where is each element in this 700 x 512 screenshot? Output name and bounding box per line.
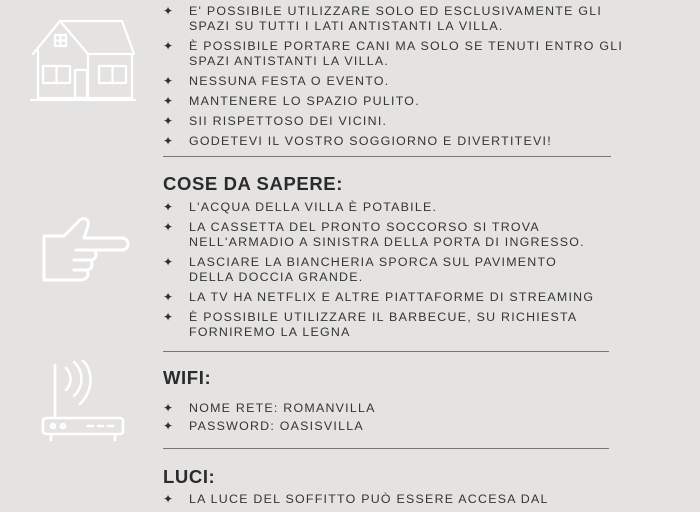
- list-item: ✦ È POSSIBILE UTILIZZARE IL BARBECUE, SU RICHIESTA FORNIREMO LA LEGNA: [163, 310, 577, 339]
- wifi-password: ✦ PASSWORD: OASISVILLA: [163, 419, 364, 433]
- list-item: ✦ LA CASSETTA DEL PRONTO SOCCORSO SI TROVA NELL'ARMADIO A SINISTRA DELLA PORTA DI INGRESSO.: [163, 220, 585, 249]
- section-title-wifi: WIFI:: [163, 367, 212, 388]
- bullet-icon: ✦: [163, 220, 175, 234]
- section-title-cose-da-sapere: COSE DA SAPERE:: [163, 173, 343, 194]
- bullet-icon: ✦: [163, 492, 175, 506]
- bullet-icon: ✦: [163, 74, 175, 88]
- list-item: ✦ LA TV HA NETFLIX E ALTRE PIATTAFORME DI STREAMING: [163, 290, 595, 304]
- cose-da-sapere-list: [163, 200, 603, 345]
- bullet-icon: ✦: [163, 39, 175, 53]
- list-item: ✦ MANTENERE LO SPAZIO PULITO.: [163, 94, 420, 108]
- wifi-network-name: ✦ NOME RETE: ROMANVILLA: [163, 401, 376, 415]
- rules-list: [163, 4, 633, 154]
- bullet-icon: ✦: [163, 419, 175, 433]
- bullet-icon: ✦: [163, 290, 175, 304]
- list-item: ✦ GODETEVI IL VOSTRO SOGGIORNO E DIVERTITEVI!: [163, 134, 552, 148]
- section-title-luci: LUCI:: [163, 466, 216, 487]
- bullet-icon: ✦: [163, 134, 175, 148]
- list-item: ✦ SII RISPETTOSO DEI VICINI.: [163, 114, 388, 128]
- list-item: ✦ È POSSIBILE PORTARE CANI MA SOLO SE TENUTI ENTRO GLI SPAZI ANTISTANTI LA VILLA.: [163, 39, 624, 68]
- list-item: ✦ LA LUCE DEL SOFFITTO PUÒ ESSERE ACCESA DAL: [163, 492, 549, 506]
- divider: [163, 448, 609, 449]
- list-item: ✦ L'ACQUA DELLA VILLA È POTABILE.: [163, 200, 438, 214]
- divider: [163, 351, 609, 352]
- list-item: ✦ LASCIARE LA BIANCHERIA SPORCA SUL PAVIMENTO DELLA DOCCIA GRANDE.: [163, 255, 557, 284]
- bullet-icon: ✦: [163, 200, 175, 214]
- divider: [163, 156, 611, 157]
- bullet-icon: ✦: [163, 255, 175, 269]
- bullet-icon: ✦: [163, 114, 175, 128]
- wifi-list: [163, 401, 603, 439]
- bullet-icon: ✦: [163, 4, 175, 18]
- bullet-icon: ✦: [163, 310, 175, 324]
- bullet-icon: ✦: [163, 94, 175, 108]
- house-icon: [30, 16, 136, 102]
- pointing-hand-icon: [40, 214, 132, 286]
- router-icon: [38, 360, 128, 446]
- luci-list: [163, 492, 603, 512]
- list-item: ✦ E' POSSIBILE UTILIZZARE SOLO ED ESCLUSIVAMENTE GLI SPAZI SU TUTTI I LATI ANTISTANTI LA VILLA.: [163, 4, 603, 33]
- list-item: ✦ NESSUNA FESTA O EVENTO.: [163, 74, 390, 88]
- bullet-icon: ✦: [163, 401, 175, 415]
